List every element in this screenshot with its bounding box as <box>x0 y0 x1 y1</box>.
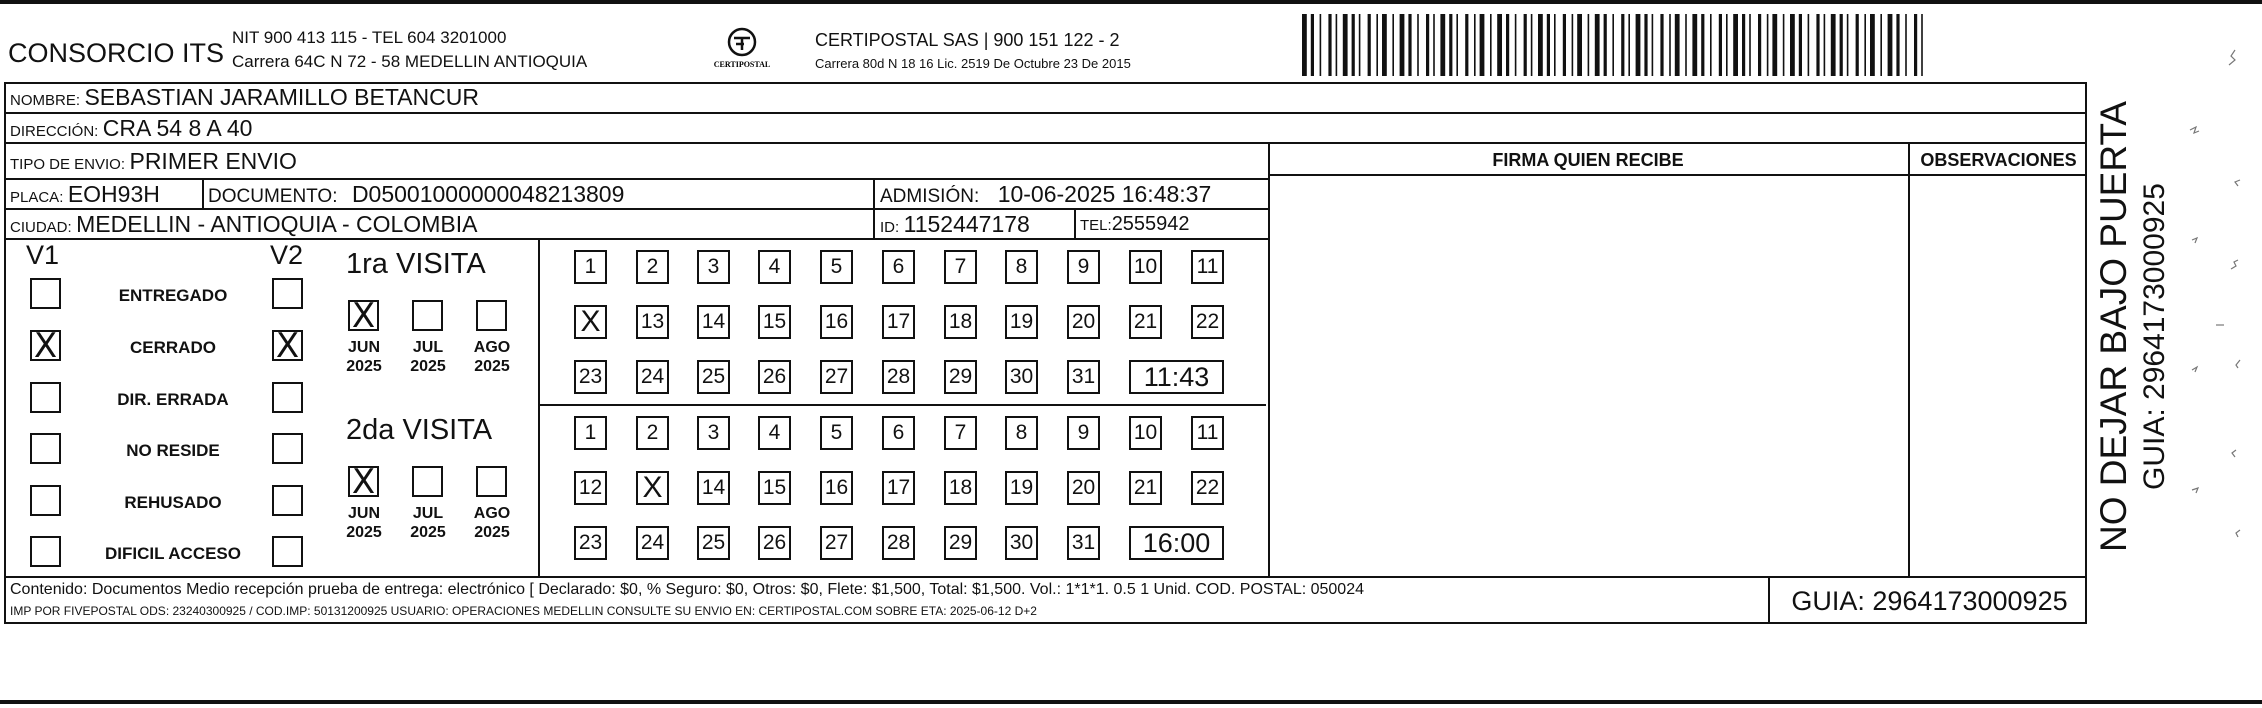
day-box[interactable]: 27 <box>820 526 853 560</box>
month-checkbox[interactable] <box>412 300 443 331</box>
day-box[interactable]: 15 <box>758 471 791 505</box>
day-box[interactable]: 20 <box>1067 305 1100 339</box>
svg-text:CERTIPOSTAL: CERTIPOSTAL <box>714 60 770 69</box>
barcode-bar <box>1531 14 1533 76</box>
barcode-bar <box>1847 14 1849 76</box>
barcode-bar <box>1376 14 1378 76</box>
day-box[interactable]: 10 <box>1129 250 1162 284</box>
top-edge <box>0 0 2262 4</box>
ciudad-value: MEDELLIN - ANTIOQUIA - COLOMBIA <box>76 211 478 237</box>
barcode-bar <box>1577 14 1582 76</box>
v1-label: V1 <box>26 240 60 270</box>
day-box[interactable]: 9 <box>1067 416 1100 450</box>
barcode-bar <box>1831 14 1836 76</box>
year-label: 2025 <box>474 358 510 375</box>
placa-row <box>10 181 160 208</box>
year-label: 2025 <box>346 358 382 375</box>
day-box[interactable]: 11 <box>1191 250 1224 284</box>
day-box[interactable]: 10 <box>1129 416 1162 450</box>
certipostal-logo <box>714 26 770 72</box>
barcode-bar <box>1742 14 1745 76</box>
tel-label: TEL: <box>1080 217 1112 234</box>
status-label: ENTREGADO <box>118 286 228 305</box>
barcode-bar <box>1685 14 1687 76</box>
day-box[interactable]: 8 <box>1005 250 1038 284</box>
barcode-bar <box>1914 14 1917 76</box>
day-box[interactable]: 29 <box>944 526 977 560</box>
day-box[interactable]: 31 <box>1067 360 1100 394</box>
bottom-edge <box>0 700 2262 704</box>
month-checkbox[interactable] <box>412 466 443 497</box>
day-box[interactable]: 24 <box>636 360 669 394</box>
barcode-bar <box>1644 14 1647 76</box>
day-box[interactable]: 3 <box>697 250 730 284</box>
day-box[interactable]: 14 <box>697 305 730 339</box>
day-box[interactable]: 9 <box>1067 250 1100 284</box>
day-box[interactable]: 2 <box>636 416 669 450</box>
day-box[interactable]: 5 <box>820 416 853 450</box>
day-box[interactable]: 30 <box>1005 360 1038 394</box>
nit-line: NIT 900 413 115 - TEL 604 3201000 <box>232 28 507 47</box>
barcode-bar <box>1888 14 1893 76</box>
day-box[interactable]: 11 <box>1191 416 1224 450</box>
day-box[interactable]: 7 <box>944 250 977 284</box>
barcode-bar <box>1701 14 1704 76</box>
day-box[interactable]: 1 <box>574 250 607 284</box>
id-row <box>880 211 1030 238</box>
day-box[interactable]: 6 <box>882 416 915 450</box>
day-box[interactable]: 17 <box>882 305 915 339</box>
barcode-bar <box>1864 14 1866 76</box>
v1-checkbox[interactable] <box>30 485 61 516</box>
ciudad-row <box>10 211 477 238</box>
barcode-bar <box>1490 14 1492 76</box>
documento-row <box>208 181 624 208</box>
courier-address: Carrera 80d N 18 16 Lic. 2519 De Octubre 23 De 2015 <box>815 56 1131 71</box>
v1-checkbox[interactable] <box>30 278 61 309</box>
direccion-value: CRA 54 8 A 40 <box>102 115 253 141</box>
month-checkbox[interactable] <box>476 300 507 331</box>
v1-checkbox[interactable] <box>30 433 61 464</box>
barcode-bar <box>1382 14 1387 76</box>
company-name: CONSORCIO ITS <box>8 38 225 68</box>
barcode-bar <box>1554 14 1556 76</box>
barcode-bar <box>1302 14 1307 76</box>
status-label: CERRADO <box>130 338 216 357</box>
day-box[interactable]: 7 <box>944 416 977 450</box>
barcode-bar <box>1824 14 1826 76</box>
v2-checkbox[interactable] <box>272 433 303 464</box>
barcode-bar <box>1440 14 1445 76</box>
barcode-bar <box>1449 14 1452 76</box>
barcode-bar <box>1621 14 1624 76</box>
month-label: JUL <box>412 505 444 522</box>
day-box[interactable]: 19 <box>1005 471 1038 505</box>
month-label: JUN <box>347 339 380 356</box>
day-box[interactable]: X <box>636 471 669 505</box>
day-box[interactable]: 12 <box>574 471 607 505</box>
barcode-bar <box>1790 14 1795 76</box>
admision-label: ADMISIÓN: <box>880 186 980 207</box>
barcode-bar <box>1465 14 1468 76</box>
day-box[interactable]: 20 <box>1067 471 1100 505</box>
barcode-bar <box>1433 14 1435 76</box>
documento-label: DOCUMENTO: <box>208 186 338 207</box>
status-label: DIR. ERRADA <box>117 390 229 409</box>
day-box[interactable]: 31 <box>1067 526 1100 560</box>
barcode-bar <box>1880 14 1882 76</box>
barcode-bar <box>1563 14 1566 76</box>
day-box[interactable]: 23 <box>574 360 607 394</box>
day-box[interactable]: 27 <box>820 360 853 394</box>
day-box[interactable]: 2 <box>636 250 669 284</box>
day-box[interactable]: 4 <box>758 250 791 284</box>
barcode-bar <box>1456 14 1458 76</box>
company-address: Carrera 64C N 72 - 58 MEDELLIN ANTIOQUIA <box>232 52 588 71</box>
year-label: 2025 <box>410 358 446 375</box>
barcode-bar <box>1408 14 1411 76</box>
month-checkbox[interactable] <box>476 466 507 497</box>
barcode-bar <box>1328 14 1331 76</box>
id-label: ID: <box>880 219 900 236</box>
day-box[interactable]: 6 <box>882 250 915 284</box>
courier-line: CERTIPOSTAL SAS | 900 151 122 - 2 <box>815 30 1120 50</box>
margin-marks <box>2180 30 2250 590</box>
documento-value: D05001000000048213809 <box>351 181 625 207</box>
day-box[interactable]: 14 <box>697 471 730 505</box>
month-label: AGO <box>473 505 511 522</box>
tipo-label: TIPO DE ENVIO: <box>10 156 126 173</box>
barcode-bar <box>1426 14 1429 76</box>
day-box[interactable]: 25 <box>697 360 730 394</box>
day-box[interactable]: 16 <box>820 471 853 505</box>
barcode-bar <box>1604 14 1607 76</box>
barcode-bar <box>1772 14 1777 76</box>
barcode-bar <box>1896 14 1899 76</box>
v2-checkbox[interactable]: X <box>272 330 303 361</box>
barcode-bar <box>1905 14 1907 76</box>
v2-label: V2 <box>270 240 304 270</box>
barcode-bar <box>1808 14 1810 76</box>
barcode-bar <box>1758 14 1761 76</box>
content-line: Contenido: Documentos Medio recepción prueba de entrega: electrónico [ Declarado: $0, % Seguro: $0, Otros: $0, Flete: $1,500, Total: $1,500. Vol.: 1*1*1. 0.5 1 Unid. COD. POSTAL: 050024 <box>10 581 1364 598</box>
month-checkbox[interactable]: X <box>348 466 379 497</box>
barcode-bar <box>1870 14 1875 76</box>
barcode-bar <box>1474 14 1476 76</box>
day-box[interactable]: 22 <box>1191 471 1224 505</box>
v2-checkbox[interactable] <box>272 382 303 413</box>
barcode-bar <box>1595 14 1600 76</box>
barcode-bar <box>1675 14 1680 76</box>
v2-checkbox[interactable] <box>272 278 303 309</box>
tel-row <box>1080 213 1190 236</box>
direccion-label: DIRECCIÓN: <box>10 123 99 140</box>
v1-checkbox[interactable] <box>30 536 61 567</box>
barcode-bar <box>1856 14 1859 76</box>
barcode-bar <box>1538 14 1543 76</box>
year-label: 2025 <box>474 524 510 541</box>
barcode-bar <box>1311 14 1314 76</box>
visit-time[interactable]: 16:00 <box>1129 526 1224 560</box>
placa-label: PLACA: <box>10 189 64 206</box>
barcode-bar <box>1359 14 1361 76</box>
tipo-value: PRIMER ENVIO <box>129 148 297 174</box>
visit-time[interactable]: 11:43 <box>1129 360 1224 394</box>
barcode-bar <box>1767 14 1769 76</box>
day-box[interactable]: 21 <box>1129 305 1162 339</box>
barcode-bar <box>1547 14 1550 76</box>
status-label: REHUSADO <box>124 493 222 512</box>
barcode-bar <box>1719 14 1722 76</box>
barcode-bar <box>1506 14 1509 76</box>
barcode-bar <box>1352 14 1355 76</box>
nombre-row <box>10 84 479 111</box>
day-box[interactable]: 30 <box>1005 526 1038 560</box>
ciudad-label: CIUDAD: <box>10 219 72 236</box>
footer-guia: GUIA: 2964173000925 <box>1791 586 2068 616</box>
day-box[interactable]: 26 <box>758 526 791 560</box>
barcode-bar <box>1343 14 1348 76</box>
direccion-row <box>10 115 252 142</box>
barcode-bar <box>1733 14 1738 76</box>
barcode-bar <box>1816 14 1819 76</box>
day-box[interactable]: 13 <box>636 305 669 339</box>
day-box[interactable]: 18 <box>944 305 977 339</box>
imp-line: IMP POR FIVEPOSTAL ODS: 23240300925 / COD.IMP: 50131200925 USUARIO: OPERACIONES MEDELLIN CONSULTE SU ENVIO EN: CERTIPOSTAL.COM SOBRE ETA: 2025-06-12 D+2 <box>10 604 1037 618</box>
day-box[interactable]: 23 <box>574 526 607 560</box>
barcode-bar <box>1710 14 1712 76</box>
day-box[interactable]: 24 <box>636 526 669 560</box>
day-box[interactable]: 26 <box>758 360 791 394</box>
status-label: NO RESIDE <box>126 441 220 460</box>
side-guia: GUIA: 2964173000925 <box>2138 183 2171 490</box>
barcode-bar <box>1660 14 1663 76</box>
day-box[interactable]: 8 <box>1005 416 1038 450</box>
day-box[interactable]: 5 <box>820 250 853 284</box>
day-box[interactable]: 28 <box>882 360 915 394</box>
admision-row <box>880 181 1211 208</box>
v2-checkbox[interactable] <box>272 485 303 516</box>
day-box[interactable]: 18 <box>944 471 977 505</box>
barcode-bar <box>1320 14 1322 76</box>
id-value: 1152447178 <box>903 211 1030 237</box>
status-label: DIFICIL ACCESO <box>104 544 241 563</box>
barcode-bar <box>1524 14 1527 76</box>
barcode-bar <box>1652 14 1654 76</box>
barcode-bar <box>1921 14 1923 76</box>
visit2-title: 2da VISITA <box>346 414 493 446</box>
barcode <box>1302 14 1932 76</box>
barcode-bar <box>1497 14 1502 76</box>
barcode-bar <box>1799 14 1802 76</box>
nombre-value: SEBASTIAN JARAMILLO BETANCUR <box>84 84 479 110</box>
nombre-label: NOMBRE: <box>10 92 81 109</box>
tel-value: 2555942 <box>1111 213 1190 235</box>
day-box[interactable]: 1 <box>574 416 607 450</box>
day-box[interactable]: 22 <box>1191 305 1224 339</box>
day-box[interactable]: 4 <box>758 416 791 450</box>
day-box[interactable]: 29 <box>944 360 977 394</box>
firma-label: FIRMA QUIEN RECIBE <box>1492 150 1684 170</box>
barcode-bar <box>1392 14 1394 76</box>
day-box[interactable]: 3 <box>697 416 730 450</box>
barcode-bar <box>1417 14 1419 76</box>
v1-checkbox[interactable] <box>30 382 61 413</box>
day-box[interactable]: 16 <box>820 305 853 339</box>
month-label: JUN <box>347 505 380 522</box>
admision-value: 10-06-2025 16:48:37 <box>997 181 1212 207</box>
day-box[interactable]: 15 <box>758 305 791 339</box>
month-label: JUL <box>412 339 444 356</box>
barcode-bar <box>1480 14 1485 76</box>
barcode-bar <box>1515 14 1517 76</box>
day-box[interactable]: 17 <box>882 471 915 505</box>
side-warning: NO DEJAR BAJO PUERTA <box>2093 101 2134 552</box>
barcode-bar <box>1628 14 1630 76</box>
tipo-row <box>10 148 297 175</box>
month-checkbox[interactable]: X <box>348 300 379 331</box>
placa-value: EOH93H <box>67 181 160 207</box>
barcode-bar <box>1692 14 1697 76</box>
barcode-bar <box>1749 14 1751 76</box>
barcode-bar <box>1669 14 1671 76</box>
day-box[interactable]: 21 <box>1129 471 1162 505</box>
barcode-bar <box>1783 14 1785 76</box>
observaciones-label: OBSERVACIONES <box>1920 150 2077 170</box>
day-box[interactable]: X <box>574 305 607 339</box>
barcode-bar <box>1726 14 1728 76</box>
year-label: 2025 <box>410 524 446 541</box>
barcode-bar <box>1336 14 1338 76</box>
visit1-title: 1ra VISITA <box>346 248 486 280</box>
barcode-bar <box>1588 14 1590 76</box>
barcode-bar <box>1368 14 1371 76</box>
day-box[interactable]: 19 <box>1005 305 1038 339</box>
v2-checkbox[interactable] <box>272 536 303 567</box>
barcode-bar <box>1840 14 1843 76</box>
month-label: AGO <box>473 339 511 356</box>
day-box[interactable]: 28 <box>882 526 915 560</box>
barcode-bar <box>1400 14 1405 76</box>
barcode-bar <box>1612 14 1614 76</box>
day-box[interactable]: 25 <box>697 526 730 560</box>
barcode-bar <box>1636 14 1641 76</box>
v1-checkbox[interactable]: X <box>30 330 61 361</box>
barcode-bar <box>1572 14 1574 76</box>
year-label: 2025 <box>346 524 382 541</box>
